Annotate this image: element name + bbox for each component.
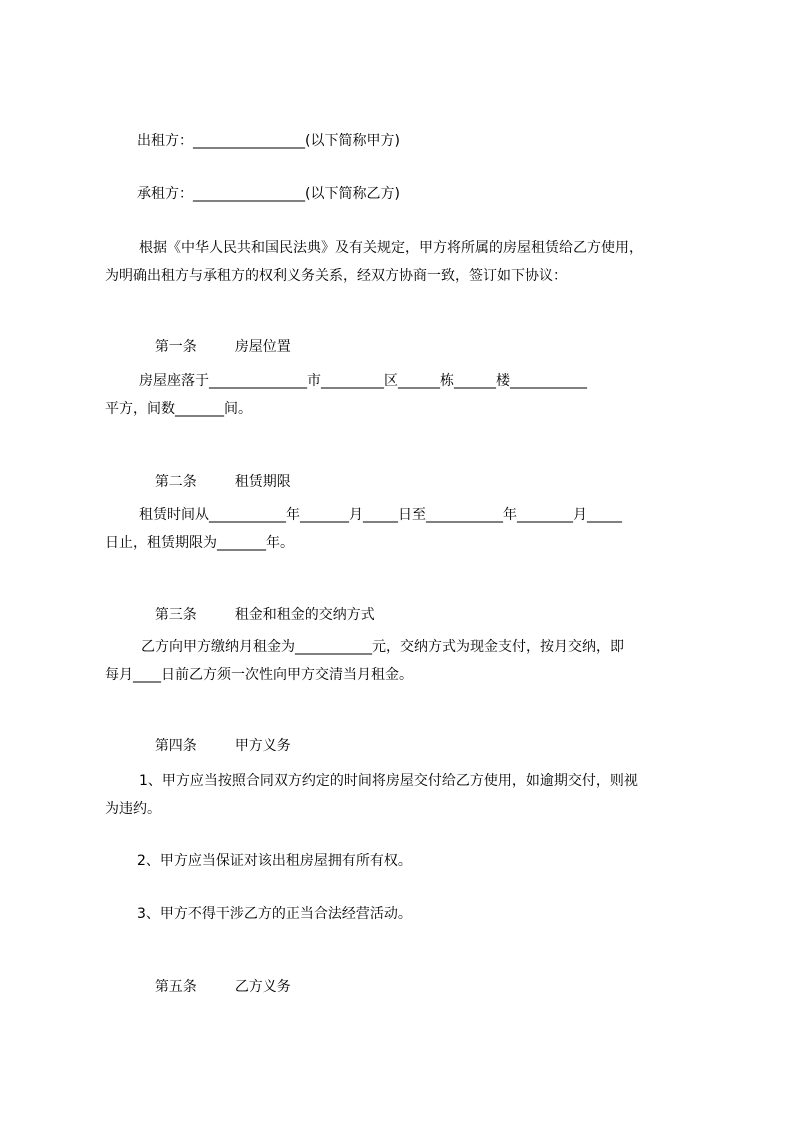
lessor-line: 出租方：________________(以下简称甲方) xyxy=(137,133,400,149)
article-1-number: 第一条 xyxy=(154,339,197,355)
article-2-heading xyxy=(137,452,291,512)
intro-line-2: 为明确出租方与承租方的权利义务关系，经双方协商一致，签订如下协议： xyxy=(105,268,567,284)
article-5-number: 第五条 xyxy=(154,979,197,995)
article-5-heading xyxy=(137,957,291,1017)
article-3-body-1: 乙方向甲方缴纳月租金为___________元，交纳方式为现金支付，按月交纳，即 xyxy=(141,639,624,655)
article-5-title: 乙方义务 xyxy=(234,979,291,995)
lessee-line: 承租方：________________(以下简称乙方) xyxy=(137,186,400,202)
article-4-item-3: 3、甲方不得干涉乙方的正当合法经营活动。 xyxy=(137,906,412,922)
intro-line-1: 根据《中华人民共和国民法典》及有关规定，甲方将所属的房屋租赁给乙方使用， xyxy=(139,240,643,256)
article-3-body-2: 每月____日前乙方须一次性向甲方交清当月租金。 xyxy=(105,667,413,683)
article-4-number: 第四条 xyxy=(154,738,197,754)
article-2-body-2: 日止，租赁期限为_______年。 xyxy=(105,535,294,551)
article-4-item-1-cont: 为违约。 xyxy=(105,801,161,817)
article-4-item-2: 2、甲方应当保证对该出租房屋拥有所有权。 xyxy=(137,853,412,869)
article-1-body-2: 平方，间数_______间。 xyxy=(105,401,252,417)
article-1-heading xyxy=(137,317,291,377)
article-2-number: 第二条 xyxy=(154,474,197,490)
article-2-body-1: 租赁时间从___________年_______月_____日至___________年________月_____ xyxy=(139,507,622,523)
article-2-title: 租赁期限 xyxy=(234,474,291,490)
article-3-number: 第三条 xyxy=(154,607,197,623)
article-4-item-1: 1、甲方应当按照合同双方约定的时间将房屋交付给乙方使用，如逾期交付，则视 xyxy=(139,773,638,789)
article-4-heading xyxy=(137,716,291,776)
article-1-title: 房屋位置 xyxy=(234,339,291,355)
article-4-title: 甲方义务 xyxy=(234,738,291,754)
article-3-title: 租金和租金的交纳方式 xyxy=(234,607,375,623)
article-1-body-1: 房屋座落于______________市_________区______栋______楼___________ xyxy=(139,373,587,389)
article-3-heading xyxy=(137,585,375,645)
